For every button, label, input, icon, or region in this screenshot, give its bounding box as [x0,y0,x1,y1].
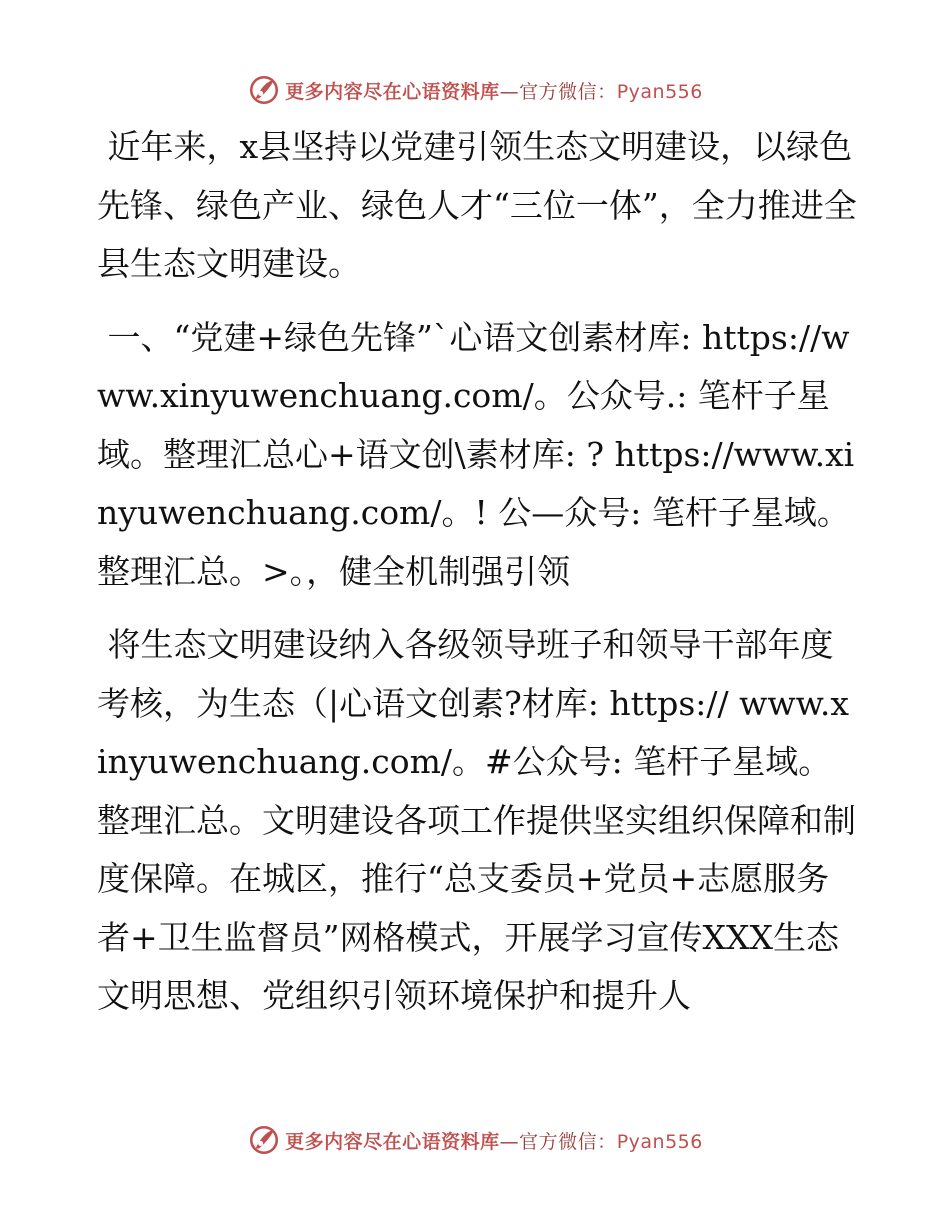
banner-text-id: Pyan556 [616,1130,703,1153]
paragraph-assessment: 将生态文明建设纳入各级领导班子和领导干部年度考核，为生态（|心语文创素?材库: https:// www.xinyuwenchuang.com/。#公众号: 笔杆子星域。整理汇总。文明建设各项工作提供坚实组织保障和制度保障。在城区，推行“总支委员+党员+志愿服务者+卫生监督员”网格模式，开展学习宣传XXX生态文明思想、党组织引领环境保护和提升人 [97,625,856,1015]
banner-text-dash: —官方微信： [499,80,617,103]
banner-text [285,77,703,104]
paragraph-section-1: 一、“党建+绿色先锋”`心语文创素材库: https://www.xinyuwenchuang.com/。公众号.: 笔杆子星域。整理汇总心+语文创\素材库: ? https://www.xinyuwenchuang.com/。! 公—众号: 笔杆子星域。整理汇总。>。，健全机制强引领 [97,317,855,591]
header-banner [0,70,950,110]
ink-brush-logo-icon [247,1123,281,1157]
banner-text-main: 更多内容尽在心语资料库 [285,80,500,103]
footer-banner [0,1120,950,1160]
document-body [97,118,857,1026]
ink-brush-logo-icon [247,73,281,107]
banner-text-id: Pyan556 [616,80,703,103]
banner-text-main: 更多内容尽在心语资料库 [285,1130,500,1153]
banner-text-dash: —官方微信： [499,1130,617,1153]
banner-text [285,1127,703,1154]
paragraph-intro: 近年来，x县坚持以党建引领生态文明建设，以绿色先锋、绿色产业、绿色人才“三位一体”，全力推进全县生态文明建设。 [97,127,857,283]
